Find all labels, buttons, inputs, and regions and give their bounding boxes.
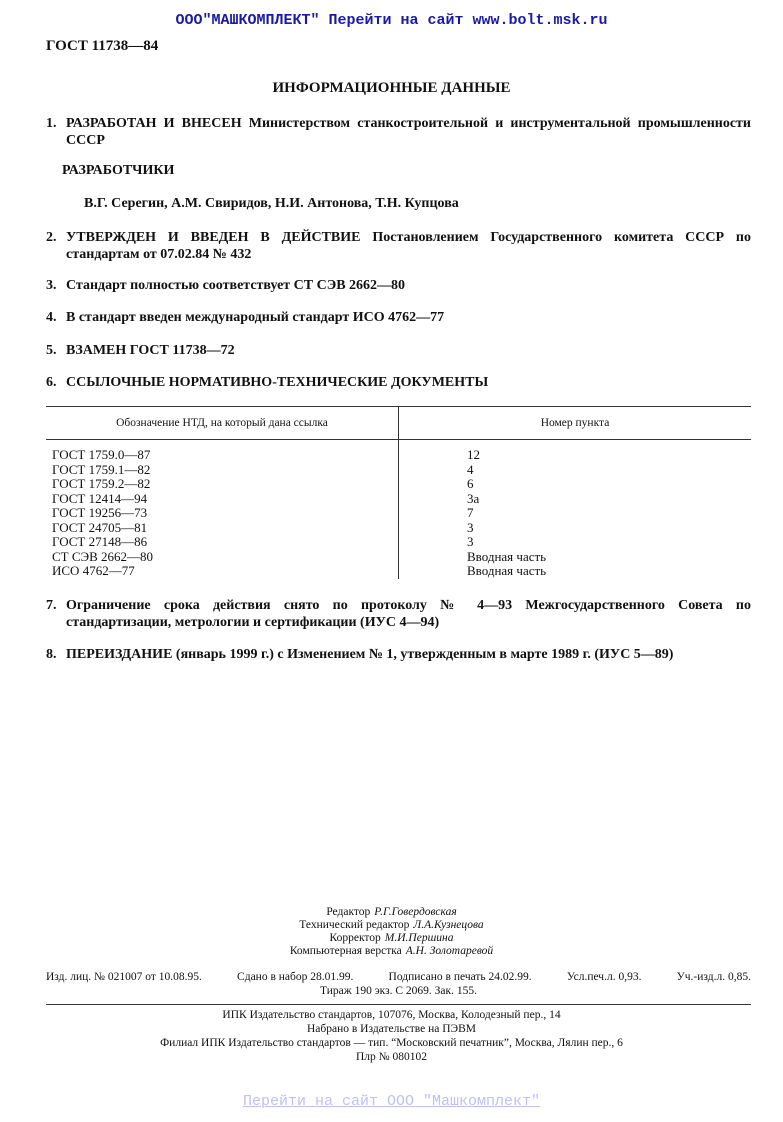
table-row [46, 463, 751, 478]
doc-cell: ГОСТ 19256—73 [46, 506, 399, 521]
footer-line: Плр № 080102 [355, 1051, 428, 1063]
item-text: Ограничение срока действия снято по протоколу № 4—93 Межгосударственного Совета по стандартизации, метрологии и сертификации (ИУС 4—94) [66, 598, 751, 630]
info-item-8 [46, 646, 751, 663]
info-item-6 [46, 374, 751, 391]
item-text: УТВЕРЖДЕН И ВВЕДЕН В ДЕЙСТВИЕ Постановлением Государственного комитета СССР по стандартам от 07.02.84 № 432 [66, 230, 751, 262]
credit-tech-editor [0, 919, 783, 932]
site-banner-link[interactable]: ООО"МАШКОМПЛЕКТ" Перейти на сайт www.bolt.msk.ru [175, 12, 608, 29]
table-row [46, 550, 751, 565]
credit-name: Л.А.Кузнецова [413, 919, 484, 931]
footer-line: ИПК Издательство стандартов, 107076, Москва, Колодезный пер., 14 [222, 1009, 561, 1021]
item-text: ПЕРЕИЗДАНИЕ (январь 1999 г.) с Изменением № 1, утвержденным в марте 1989 г. (ИУС 5—89) [66, 647, 674, 662]
credit-editor [0, 906, 783, 919]
item-number: 2. [46, 230, 57, 245]
doc-cell: ГОСТ 1759.2—82 [46, 477, 399, 492]
info-item-2 [46, 229, 751, 263]
doc-cell: ГОСТ 1759.0—87 [46, 440, 399, 463]
site-link[interactable]: Перейти на сайт ООО "Машкомплект" [242, 1093, 541, 1110]
item-text: В стандарт введен международный стандарт ИСО 4762—77 [66, 310, 445, 325]
publisher-footer [0, 1008, 783, 1064]
item-text: РАЗРАБОТАН И ВНЕСЕН Министерством станкостроительной и инструментальной промышленности СССР [66, 116, 751, 148]
typeset-date: Сдано в набор 28.01.99. [237, 971, 354, 983]
info-item-3 [46, 277, 751, 294]
doc-cell: ГОСТ 1759.1—82 [46, 463, 399, 478]
clause-cell: 3 [467, 534, 474, 549]
doc-cell: СТ СЭВ 2662—80 [46, 550, 399, 565]
footer-line: Филиал ИПК Издательство стандартов — тип. “Московский печатник”, Москва, Лялин пер., 6 [160, 1037, 623, 1049]
credit-name: А.Н. Золотаревой [405, 945, 494, 957]
references-table [46, 406, 751, 579]
clause-cell: 6 [467, 476, 474, 491]
clause-cell: Вводная часть [467, 563, 547, 578]
doc-cell: ГОСТ 24705—81 [46, 521, 399, 536]
publishing-sheets: Уч.-изд.л. 0,85. [676, 971, 751, 983]
clause-cell: Вводная часть [467, 548, 547, 564]
item-text: Стандарт полностью соответствует СТ СЭВ 2662—80 [66, 278, 406, 293]
credit-role: Компьютерная верстка [289, 945, 402, 957]
page-title: ИНФОРМАЦИОННЫЕ ДАННЫЕ [272, 80, 511, 96]
credit-role: Корректор [329, 932, 381, 944]
table-row [46, 506, 751, 521]
column-header-document: Обозначение НТД, на который дана ссылка [46, 407, 399, 440]
credit-name: Р.Г.Говердовская [374, 906, 457, 918]
clause-cell: 3а [467, 490, 480, 506]
info-item-7 [46, 597, 751, 631]
clause-cell: 3 [467, 519, 474, 535]
divider [46, 1004, 751, 1005]
developers-names: В.Г. Серегин, А.М. Свиридов, Н.И. Антонова, Т.Н. Купцова [84, 196, 459, 211]
item-text: ВЗАМЕН ГОСТ 11738—72 [66, 343, 235, 358]
credits-block [0, 906, 783, 958]
table-row [46, 564, 751, 579]
credit-layout [0, 945, 783, 958]
table-row [46, 521, 751, 536]
item-number: 5. [46, 343, 57, 358]
signed-date: Подписано в печать 24.02.99. [388, 971, 532, 983]
info-item-4 [46, 309, 751, 326]
item-number: 3. [46, 278, 57, 293]
table-row [46, 440, 751, 463]
item-text: ССЫЛОЧНЫЕ НОРМАТИВНО-ТЕХНИЧЕСКИЕ ДОКУМЕНТЫ [66, 375, 489, 390]
credit-proofreader [0, 932, 783, 945]
developers-heading: РАЗРАБОТЧИКИ [62, 163, 175, 178]
document-code: ГОСТ 11738—84 [46, 38, 159, 54]
clause-cell: 7 [467, 505, 474, 520]
item-number: 7. [46, 598, 57, 613]
item-number: 1. [46, 116, 57, 131]
clause-cell: 4 [467, 461, 474, 477]
table-row [46, 535, 751, 550]
table-row [46, 477, 751, 492]
print-sheets: Усл.печ.л. 0,93. [566, 971, 642, 983]
doc-cell: ГОСТ 27148—86 [46, 535, 399, 550]
info-item-5 [46, 342, 751, 359]
table-row [46, 492, 751, 507]
item-number: 6. [46, 375, 57, 390]
circulation-info: Тираж 190 экз. С 2069. Зак. 155. [320, 985, 477, 997]
credit-name: М.И.Першина [384, 932, 454, 944]
column-header-clause: Номер пункта [399, 407, 752, 440]
credit-role: Технический редактор [299, 919, 410, 931]
publishing-info [46, 970, 751, 998]
doc-cell: ГОСТ 12414—94 [46, 492, 399, 507]
footer-line: Набрано в Издательстве на ПЭВМ [306, 1023, 476, 1035]
doc-cell: ИСО 4762—77 [46, 564, 399, 579]
item-number: 4. [46, 310, 57, 325]
table-header-row [46, 407, 751, 440]
credit-role: Редактор [326, 906, 371, 918]
info-item-1 [46, 115, 751, 149]
license-info: Изд. лиц. № 021007 от 10.08.95. [46, 971, 202, 983]
item-number: 8. [46, 647, 57, 662]
clause-cell: 12 [467, 447, 480, 462]
